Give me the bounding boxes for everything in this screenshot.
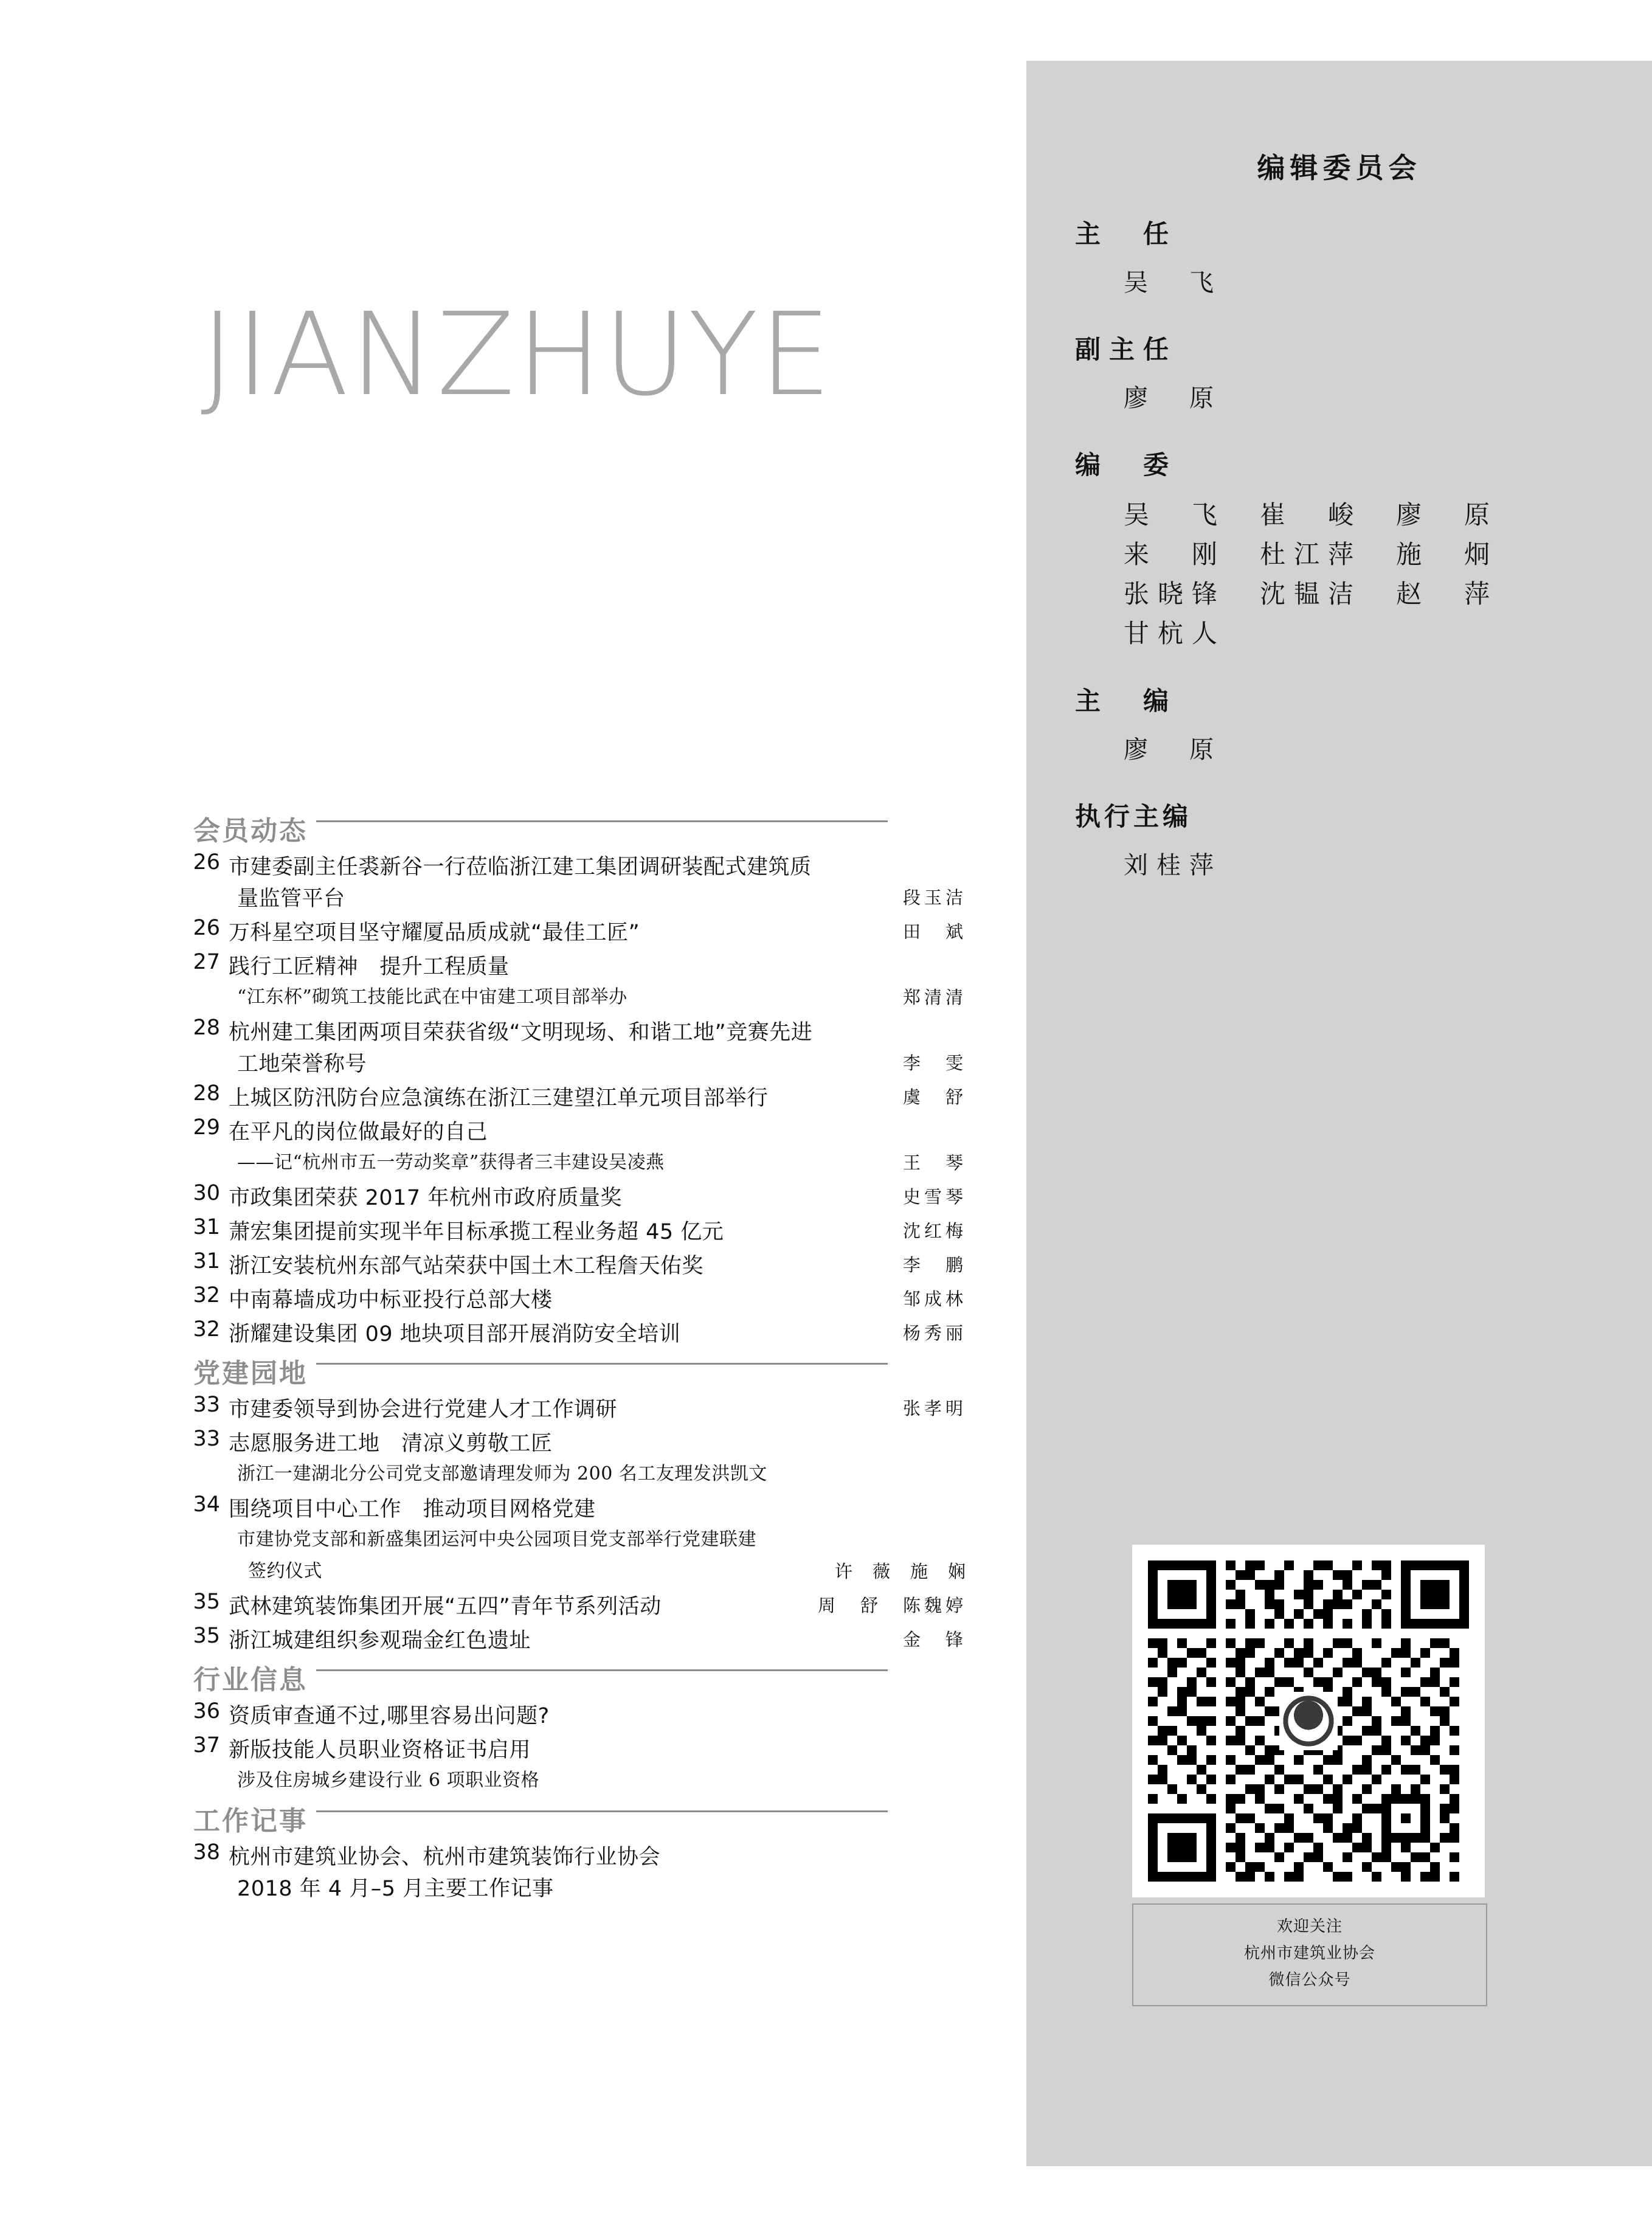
toc-entry-page: 33 xyxy=(193,1427,220,1451)
qr-code-svg xyxy=(1148,1560,1469,1882)
board-role-label: 副主任 xyxy=(1075,334,1178,364)
toc-entry-page: 38 xyxy=(193,1840,220,1865)
qr-code-box xyxy=(1132,1545,1485,1897)
toc-entry-page: 31 xyxy=(193,1249,220,1273)
toc-section-heading-label: 党建园地 xyxy=(193,1358,308,1389)
editorial-board-title: 编辑委员会 xyxy=(1257,151,1422,184)
toc-section-rule xyxy=(316,820,888,822)
toc-entry-line xyxy=(182,1624,967,1655)
toc-entry[interactable] xyxy=(182,1733,967,1796)
toc-entry-line xyxy=(182,1765,967,1796)
toc-entry-line xyxy=(182,1393,967,1424)
toc-entry-page: 37 xyxy=(193,1733,220,1758)
toc-entry[interactable] xyxy=(182,1283,967,1315)
toc-entry-line xyxy=(182,1427,967,1458)
toc-entry-title: 市建委领导到协会进行党建人才工作调研 xyxy=(229,1398,618,1422)
board-names xyxy=(1124,731,1652,769)
toc-entry-subtitle-cont: 签约仪式 xyxy=(248,1560,322,1582)
toc-entry-line xyxy=(182,950,967,982)
toc-entry[interactable] xyxy=(182,1427,967,1490)
board-name-line: 张晓锋 沈韫洁 赵 萍 xyxy=(1124,579,1499,609)
toc-entry-author: 段玉洁 xyxy=(902,887,967,908)
toc-section-heading xyxy=(193,809,967,845)
toc-entry-title: 资质审查通不过,哪里容易出问题? xyxy=(229,1704,550,1728)
toc-section-rule xyxy=(316,1363,888,1365)
toc-section-heading-label: 会员动态 xyxy=(193,816,308,847)
toc-entry-author: 史雪琴 xyxy=(902,1186,967,1207)
toc-entry-page: 27 xyxy=(193,950,220,974)
toc-entry-title: 上城区防汛防台应急演练在浙江三建望江单元项目部举行 xyxy=(229,1086,769,1110)
toc-section-rule xyxy=(316,1669,888,1671)
toc-entry-author: 许 薇 施 娴 xyxy=(834,1561,967,1582)
toc-entry[interactable] xyxy=(182,1215,967,1247)
table-of-contents xyxy=(182,809,967,1906)
toc-entry-title: 万科星空项目坚守耀厦品质成就“最佳工匠” xyxy=(229,921,640,945)
toc-entry-title: 浙江城建组织参观瑞金红色遗址 xyxy=(229,1629,531,1653)
board-name-line: 吴 飞 xyxy=(1124,269,1222,297)
toc-entry[interactable] xyxy=(182,1492,967,1587)
board-names xyxy=(1124,495,1652,653)
toc-entry-author: 郑清清 xyxy=(902,987,967,1008)
toc-entry-line xyxy=(182,1524,967,1556)
toc-entry[interactable] xyxy=(182,916,967,947)
toc-entry-line xyxy=(182,1317,967,1349)
toc-entry-title: 杭州市建筑业协会、杭州市建筑装饰行业协会 xyxy=(229,1845,661,1869)
board-names xyxy=(1124,847,1652,884)
toc-entry-line xyxy=(182,1115,967,1147)
toc-entry-author: 李 雯 xyxy=(902,1053,967,1073)
board-names xyxy=(1124,379,1652,417)
toc-entry-page: 28 xyxy=(193,1016,220,1040)
toc-section-rule xyxy=(316,1810,888,1812)
toc-entry-line xyxy=(182,1492,967,1524)
board-name-line: 甘杭人 xyxy=(1124,618,1226,649)
board-name-line: 廖 原 xyxy=(1124,736,1222,764)
toc-entry-page: 32 xyxy=(193,1283,220,1307)
toc-entry-page: 28 xyxy=(193,1081,220,1106)
board-role-label: 编 委 xyxy=(1075,450,1178,480)
toc-entry[interactable] xyxy=(182,1081,967,1113)
toc-entry-subtitle: ——记“杭州市五一劳动奖章”获得者三丰建设吴凌燕 xyxy=(237,1152,665,1173)
toc-entry[interactable] xyxy=(182,1840,967,1903)
toc-entry-page: 26 xyxy=(193,850,220,875)
toc-entry-page: 34 xyxy=(193,1492,220,1517)
toc-entry-title: 萧宏集团提前实现半年目标承揽工程业务超 45 亿元 xyxy=(229,1220,724,1244)
board-name-line: 刘桂萍 xyxy=(1124,851,1222,880)
toc-entry-line xyxy=(182,982,967,1013)
toc-entry-line xyxy=(182,1249,967,1281)
toc-entry-author: 虞 舒 xyxy=(902,1087,967,1107)
toc-entry-line xyxy=(182,1147,967,1179)
toc-entry-author: 张孝明 xyxy=(902,1398,967,1419)
toc-entry[interactable] xyxy=(182,1317,967,1349)
toc-entry[interactable] xyxy=(182,1181,967,1213)
toc-entry[interactable] xyxy=(182,850,967,913)
qr-caption-line1: 欢迎关注 xyxy=(1276,1917,1343,1936)
qr-caption-line2: 杭州市建筑业协会 xyxy=(1243,1944,1375,1963)
board-role-label: 执行主编 xyxy=(1075,802,1192,832)
toc-entry-line xyxy=(182,1872,967,1903)
toc-entry-title: 武林建筑装饰集团开展“五四”青年节系列活动 xyxy=(229,1595,662,1619)
board-names xyxy=(1124,264,1652,302)
toc-entry-line xyxy=(182,1181,967,1213)
toc-entry[interactable] xyxy=(182,1699,967,1731)
qr-code-image xyxy=(1148,1560,1469,1882)
toc-entry[interactable] xyxy=(182,950,967,1013)
toc-entry-line xyxy=(182,1840,967,1872)
toc-section-heading xyxy=(193,1351,967,1388)
masthead-title: JIANZHUYE xyxy=(201,288,833,421)
toc-entry-line xyxy=(182,916,967,947)
toc-entry[interactable] xyxy=(182,1115,967,1179)
toc-entry-line xyxy=(182,1081,967,1113)
toc-entry-title-cont: 工地荣誉称号 xyxy=(237,1052,367,1076)
toc-entry-line xyxy=(182,1699,967,1731)
toc-entry-author: 杨秀丽 xyxy=(902,1323,967,1343)
toc-entry-subtitle: 涉及住房城乡建设行业 6 项职业资格 xyxy=(237,1770,540,1791)
toc-entry-page: 30 xyxy=(193,1181,220,1205)
toc-entry-line xyxy=(182,882,967,913)
toc-entry-title: 志愿服务进工地 清凉义剪敬工匠 xyxy=(229,1432,553,1456)
toc-entry-author: 王 琴 xyxy=(902,1152,967,1173)
toc-entry-author: 周 舒 陈魏婷 xyxy=(817,1595,967,1616)
toc-entry-line xyxy=(182,1283,967,1315)
toc-entry-line xyxy=(182,1047,967,1079)
toc-entry-author: 金 锋 xyxy=(902,1629,967,1650)
toc-entry-line xyxy=(182,850,967,882)
toc-entry-title: 浙耀建设集团 09 地块项目部开展消防安全培训 xyxy=(229,1322,681,1346)
board-name-line: 来 刚 杜江萍 施 炯 xyxy=(1124,539,1499,570)
board-role-label: 主 编 xyxy=(1075,686,1178,716)
toc-entry-page: 36 xyxy=(193,1699,220,1723)
toc-entry-title: 在平凡的岗位做最好的自己 xyxy=(229,1120,488,1145)
board-role-label: 主 任 xyxy=(1075,219,1178,249)
toc-entry-page: 33 xyxy=(193,1393,220,1417)
toc-entry-subtitle: 市建协党支部和新盛集团运河中央公园项目党支部举行党建联建 xyxy=(237,1529,756,1550)
toc-section-heading xyxy=(193,1658,967,1694)
toc-entry-title: 市政集团荣获 2017 年杭州市政府质量奖 xyxy=(229,1186,622,1210)
toc-entry-author: 沈红梅 xyxy=(902,1221,967,1241)
toc-entry-title: 中南幕墙成功中标亚投行总部大楼 xyxy=(229,1288,553,1312)
toc-entry[interactable] xyxy=(182,1590,967,1621)
qr-caption xyxy=(1132,1903,1487,2006)
toc-entry-page: 35 xyxy=(193,1590,220,1614)
toc-entry-line xyxy=(182,1733,967,1765)
toc-entry-title: 市建委副主任裘新谷一行莅临浙江建工集团调研装配式建筑质 xyxy=(229,855,812,879)
toc-entry-title: 围绕项目中心工作 推动项目网格党建 xyxy=(229,1497,596,1522)
toc-entry-author: 田 斌 xyxy=(902,921,967,942)
toc-entry-page: 29 xyxy=(193,1115,220,1140)
toc-entry-line xyxy=(182,1556,967,1587)
toc-section-heading-label: 工作记事 xyxy=(193,1806,308,1837)
toc-entry[interactable] xyxy=(182,1016,967,1079)
toc-entry-title-cont: 量监管平台 xyxy=(237,887,345,911)
toc-entry-author: 李 鹏 xyxy=(902,1255,967,1275)
toc-entry-title: 践行工匠精神 提升工程质量 xyxy=(229,955,510,979)
toc-entry-page: 32 xyxy=(193,1317,220,1342)
toc-entry-line xyxy=(182,1016,967,1047)
toc-entry-title: 新版技能人员职业资格证书启用 xyxy=(229,1738,531,1762)
toc-entry-page: 35 xyxy=(193,1624,220,1648)
qr-caption-line3: 微信公众号 xyxy=(1268,1971,1351,1990)
toc-entry-subtitle: 浙江一建湖北分公司党支部邀请理发师为 200 名工友理发洪凯文 xyxy=(237,1463,767,1484)
toc-entry-line xyxy=(182,1590,967,1621)
editorial-board xyxy=(1026,146,1652,884)
toc-entry-line xyxy=(182,1215,967,1247)
toc-entry[interactable] xyxy=(182,1393,967,1424)
toc-entry-title: 杭州建工集团两项目荣获省级“文明现场、和谐工地”竞赛先进 xyxy=(229,1020,813,1045)
toc-entry[interactable] xyxy=(182,1624,967,1655)
toc-entry-line xyxy=(182,1458,967,1490)
board-name-line: 廖 原 xyxy=(1124,384,1222,412)
toc-entry-page: 31 xyxy=(193,1215,220,1239)
toc-entry-title: 浙江安装杭州东部气站荣获中国土木工程詹天佑奖 xyxy=(229,1254,704,1278)
toc-section-heading xyxy=(193,1799,967,1835)
toc-entry-author: 邹成林 xyxy=(902,1289,967,1309)
board-name-line: 吴 飞 崔 峻 廖 原 xyxy=(1124,500,1499,530)
toc-entry[interactable] xyxy=(182,1249,967,1281)
toc-section-heading-label: 行业信息 xyxy=(193,1664,308,1695)
toc-entry-title-cont: 2018 年 4 月–5 月主要工作记事 xyxy=(237,1877,554,1901)
toc-entry-subtitle: “江东杯”砌筑工技能比武在中宙建工项目部举办 xyxy=(237,986,627,1008)
toc-entry-page: 26 xyxy=(193,916,220,940)
